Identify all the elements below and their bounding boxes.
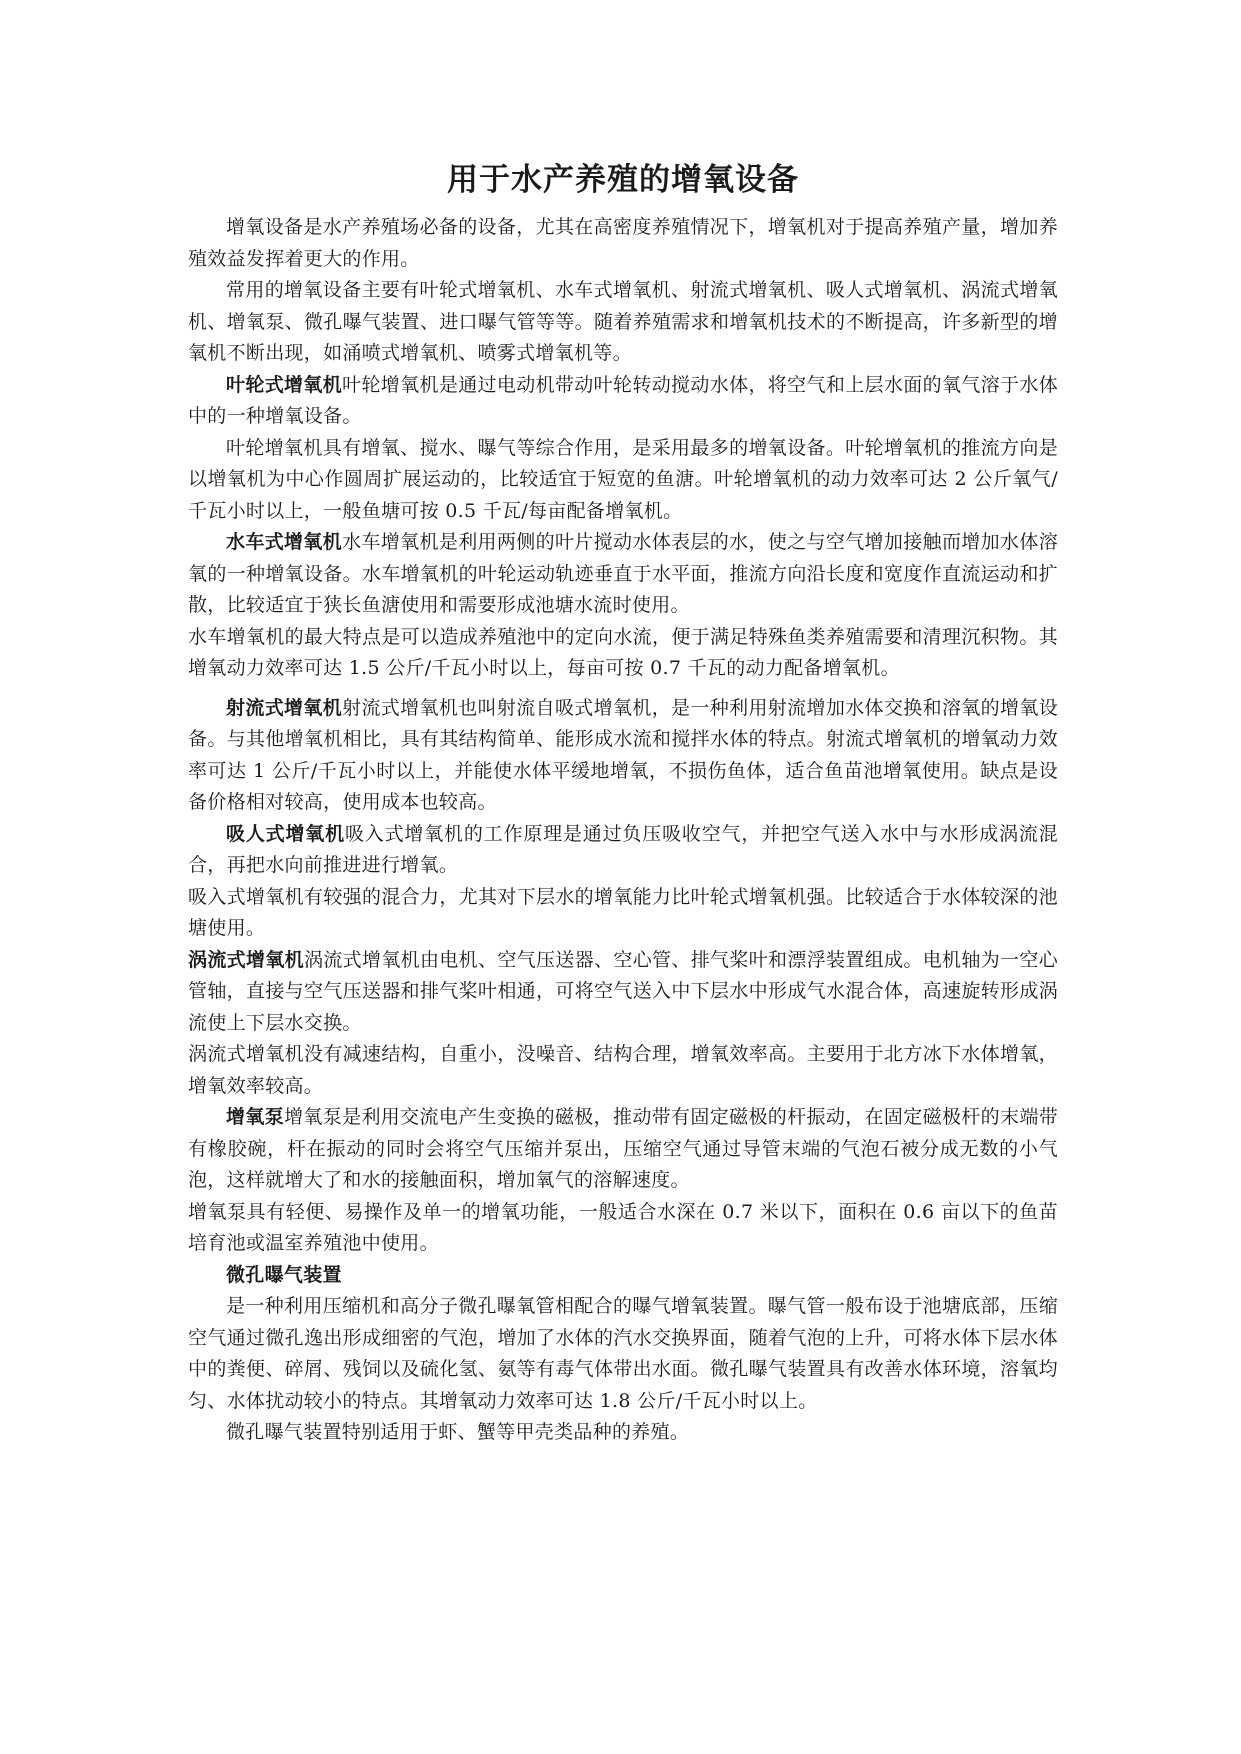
paragraph [188,370,1058,433]
paragraph-text: 增氧泵是利用交流电产生变换的磁极，推动带有固定磁极的杆振动，在固定磁极杆的末端带有橡胶碗，杆在振动的同时会将空气压缩并泵出，压缩空气通过导管末端的气泡石被分成无数的小气泡，这样就增大了和水的接触面积，增加氧气的溶解速度。 [188,1106,1058,1191]
paragraph-text: 微孔曝气装置特别适用于虾、蟹等甲壳类品种的养殖。 [226,1421,690,1443]
paragraph [188,693,1058,819]
paragraph-text: 吸入式增氧机有较强的混合力，尤其对下层水的增氧能力比叶轮式增氧机强。比较适合于水体较深的池塘使用。 [188,885,1058,939]
paragraph-text: 增氧设备是水产养殖场必备的设备，尤其在高密度养殖情况下，增氧机对于提高养殖产量，增加养殖效益发挥着更大的作用。 [188,216,1058,270]
paragraph-text: 水车增氧机是利用两侧的叶片搅动水体表层的水，使之与空气增加接触而增加水体溶氧的一种增氧设备。水车增氧机的叶轮运动轨迹垂直于水平面，推流方向沿长度和宽度作直流运动和扩散，比较适宜于狭长鱼溏使用和需要形成池塘水流时使用。 [188,531,1058,616]
paragraph-text: 常用的增氧设备主要有叶轮式增氧机、水车式增氧机、射流式增氧机、吸人式增氧机、涡流式增氧机、增氧泵、微孔曝气装置、进口曝气管等等。随着养殖需求和增氧机技术的不断提高，许多新型的增氧机不断出现，如涌喷式增氧机、喷雾式增氧机等。 [188,279,1058,364]
paragraph [188,212,1058,275]
section-heading: 吸人式增氧机 [226,822,345,845]
paragraph [188,1102,1058,1197]
paragraph-text: 叶轮增氧机是通过电动机带动叶轮转动搅动水体，将空气和上层水面的氧气溶于水体中的一种增氧设备。 [188,373,1058,427]
document-body [188,212,1058,1449]
paragraph-text: 涡流式增氧机由电机、空气压送器、空心管、排气桨叶和漂浮装置组成。电机轴为一空心管轴，直接与空气压送器和排气桨叶相通，可将空气送入中下层水中形成气水混合体，高速旋转形成涡流使上下层水交换。 [188,948,1058,1034]
paragraph [188,819,1058,882]
paragraph [188,433,1058,528]
document-title: 用于水产养殖的增氧设备 [447,162,799,198]
paragraph-text: 水车增氧机的最大特点是可以造成养殖池中的定向水流，便于满足特殊鱼类养殖需要和清理沉积物。其增氧动力效率可达 1.5 公斤/千瓦小时以上，每亩可按 0.7 千瓦的动力配备增氧机。 [188,625,1058,679]
paragraph-text: 吸入式增氧机的工作原理是通过负压吸收空气，并把空气送入水中与水形成涡流混合，再把水向前推进进行增氧。 [188,822,1058,876]
section-heading: 水车式增氧机 [226,531,343,553]
paragraph [188,527,1058,622]
paragraph-text: 增氧泵具有轻便、易操作及单一的增氧功能，一般适合水深在 0.7 米以下，面积在 0.6 亩以下的鱼苗培育池或温室养殖池中使用。 [188,1200,1058,1254]
paragraph [188,1260,1058,1292]
paragraph [188,1039,1058,1102]
section-heading: 叶轮式增氧机 [226,373,343,396]
paragraph [188,275,1058,370]
paragraph [188,622,1058,685]
document-page [188,158,1058,1449]
paragraph [188,945,1058,1040]
section-heading: 增氧泵 [226,1106,285,1128]
paragraph [188,882,1058,945]
section-heading: 涡流式增氧机 [188,948,305,971]
section-heading: 射流式增氧机 [226,696,343,719]
paragraph [188,1291,1058,1417]
paragraph [188,1417,1058,1449]
paragraph [188,1197,1058,1260]
paragraph-text: 是一种利用压缩机和高分子微孔曝氧管相配合的曝气增氧装置。曝气管一般布设于池塘底部，压缩空气通过微孔逸出形成细密的气泡，增加了水体的汽水交换界面，随着气泡的上升，可将水体下层水体中的粪便、碎屑、残饲以及硫化氢、氨等有毒气体带出水面。微孔曝气装置具有改善水体环境，溶氧均匀、水体扰动较小的特点。其增氧动力效率可达 1.8 公斤/千瓦小时以上。 [188,1295,1058,1412]
paragraph-text: 涡流式增氧机没有减速结构，自重小，没噪音、结构合理，增氧效率高。主要用于北方冰下水体增氧，增氧效率较高。 [188,1043,1058,1097]
paragraph-text: 射流式增氧机也叫射流自吸式增氧机，是一种利用射流增加水体交换和溶氧的增氧设备。与其他增氧机相比，具有其结构简单、能形成水流和搅拌水体的特点。射流式增氧机的增氧动力效率可达 1 公斤/千瓦小时以上，并能使水体平缓地增氧，不损伤鱼体，适合鱼苗池增氧使用。缺点是设备价格相对较高，使用成本也较高。 [188,696,1058,813]
section-heading: 微孔曝气装置 [226,1263,342,1286]
paragraph-text: 叶轮增氧机具有增氧、搅水、曝气等综合作用，是采用最多的增氧设备。叶轮增氧机的推流方向是以增氧机为中心作圆周扩展运动的，比较适宜于短宽的鱼溏。叶轮增氧机的动力效率可达 2 公斤氧气/千瓦小时以上，一般鱼塘可按 0.5 千瓦/每亩配备增氧机。 [188,436,1058,522]
